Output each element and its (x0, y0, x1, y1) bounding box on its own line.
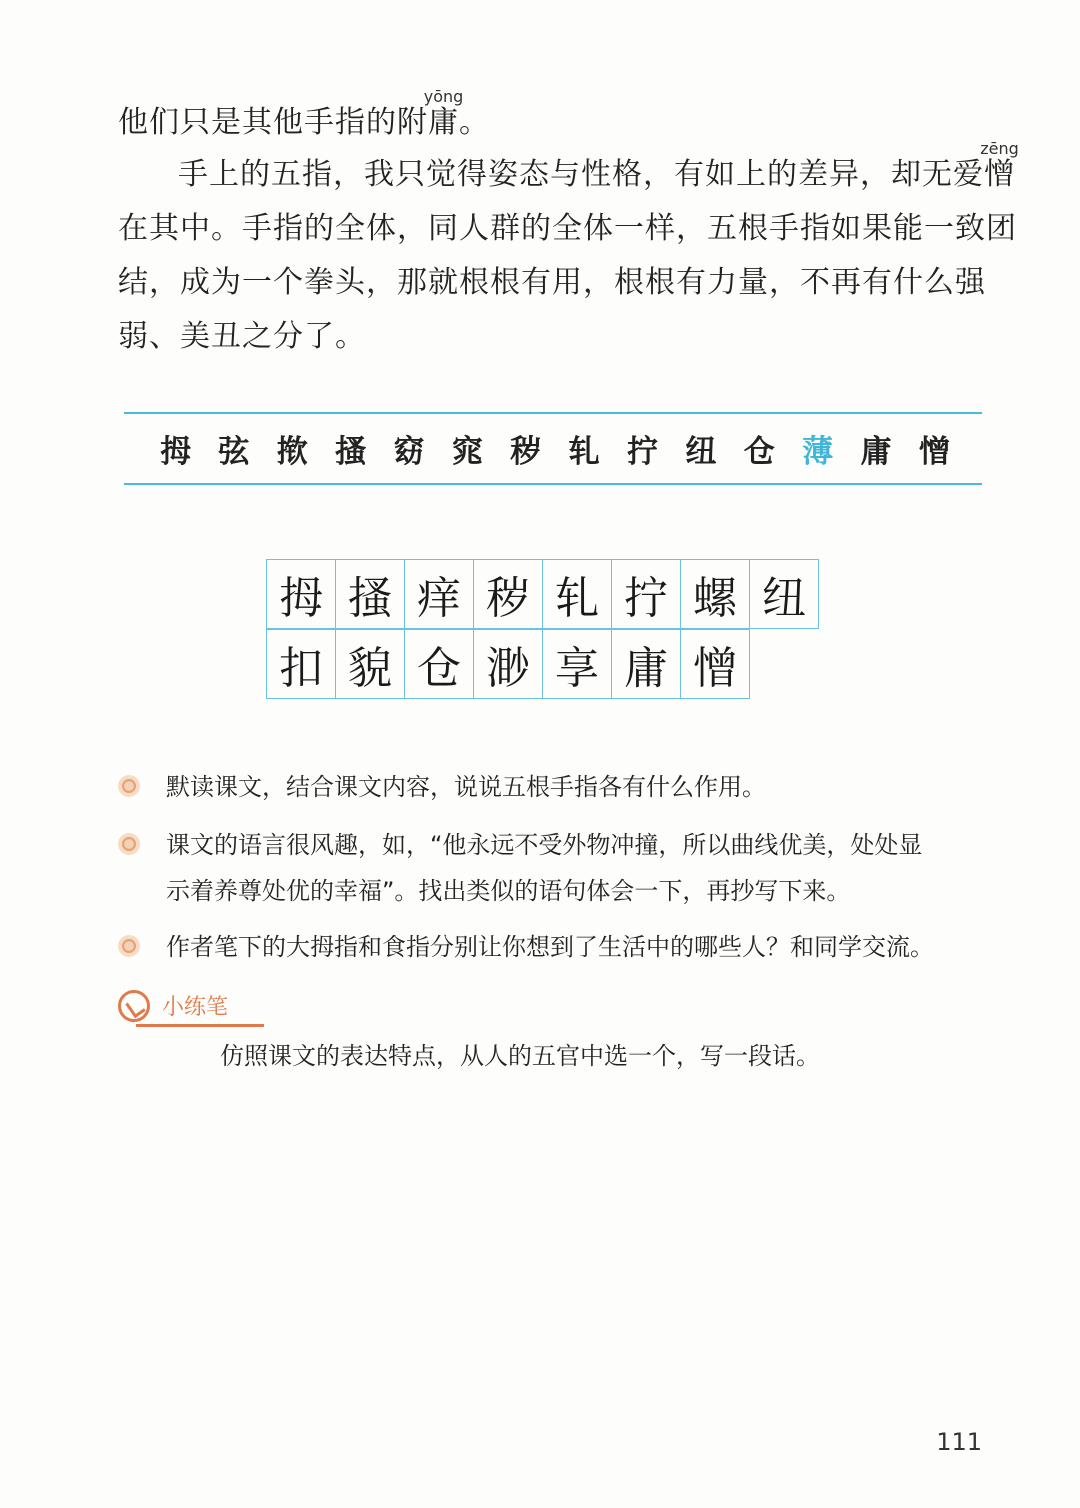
recognize-char: 窕 (451, 434, 483, 470)
question-3-text: 作者笔下的大拇指和食指分别让你想到了生活中的哪些人？和同学交流。 (166, 933, 934, 961)
grid-cell: 庸 (611, 629, 681, 699)
pencil-icon (118, 990, 150, 1022)
recognize-char: 薄 (802, 434, 834, 470)
grid-cell: 拧 (611, 559, 681, 629)
recognize-top-line (124, 412, 982, 414)
grid-cell: 享 (542, 629, 612, 699)
grid-cell: 貌 (335, 629, 405, 699)
paragraph-2-line-4: 弱、美丑之分了。 (118, 319, 366, 354)
question-bullet-icon (118, 935, 140, 957)
grid-cell: 憎 (680, 629, 750, 699)
question-2-line-1: 课文的语言很风趣，如，“他永远不受外物冲撞，所以曲线优美，处处显 (166, 831, 923, 859)
grid-cell: 搔 (335, 559, 405, 629)
grid-cell: 仓 (404, 629, 474, 699)
ruby-zeng (980, 139, 1019, 202)
recognize-characters-row (160, 426, 950, 471)
practice-label: 小练笔 (162, 995, 229, 1020)
recognize-char: 弦 (218, 434, 250, 470)
question-bullet-icon (118, 775, 140, 797)
question-2-line-2: 示着养尊处优的幸福”。找出类似的语句体会一下，再抄写下来。 (166, 877, 851, 905)
question-1-text: 默读课文，结合课文内容，说说五根手指各有什么作用。 (166, 773, 766, 801)
pinyin-zeng: zēng (980, 139, 1019, 158)
recognize-char: 轧 (568, 434, 600, 470)
recognize-char: 揿 (276, 434, 308, 470)
grid-cell: 痒 (404, 559, 474, 629)
paragraph-2-line-1 (178, 139, 1019, 202)
recognize-char: 纽 (685, 434, 717, 470)
grid-cell: 秽 (473, 559, 543, 629)
question-bullet-icon (118, 833, 140, 855)
writing-grid-row-1 (267, 559, 819, 629)
writing-grid-row-2 (267, 629, 750, 699)
recognize-char: 庸 (860, 434, 892, 470)
practice-underline (136, 1024, 264, 1027)
pinyin-yong: yōng (423, 87, 464, 106)
grid-cell: 轧 (542, 559, 612, 629)
recognize-char: 秽 (510, 434, 542, 470)
ruby-yong-char: 庸 (428, 105, 459, 140)
recognize-char: 搔 (335, 434, 367, 470)
paragraph-2-line-3: 结，成为一个拳头，那就根根有用，根根有力量，不再有什么强 (118, 265, 986, 300)
grid-cell: 扣 (266, 629, 336, 699)
line1-end: 。 (459, 105, 490, 140)
practice-task: 仿照课文的表达特点，从人的五官中选一个，写一段话。 (220, 1042, 820, 1070)
paragraph-line-1 (118, 87, 490, 150)
grid-cell: 渺 (473, 629, 543, 699)
line1-text: 他们只是其他手指的附 (118, 105, 428, 140)
recognize-char: 憎 (918, 434, 950, 470)
p2-l1-text: 手上的五指，我只觉得姿态与性格，有如上的差异，却无爱 (178, 157, 984, 192)
practice-header (118, 988, 258, 1028)
grid-cell: 螺 (680, 559, 750, 629)
recognize-char: 拇 (160, 434, 191, 470)
ruby-yong (423, 87, 464, 150)
ruby-zeng-char: 憎 (984, 157, 1015, 192)
recognize-char: 拧 (627, 434, 658, 470)
recognize-char: 仓 (743, 434, 775, 470)
recognize-bottom-line (124, 483, 982, 485)
recognize-char: 窈 (393, 434, 425, 470)
paragraph-2-line-2: 在其中。手指的全体，同人群的全体一样，五根手指如果能一致团 (118, 211, 1017, 246)
grid-cell: 纽 (749, 559, 819, 629)
page-number: 111 (936, 1428, 982, 1456)
grid-cell: 拇 (266, 559, 336, 629)
